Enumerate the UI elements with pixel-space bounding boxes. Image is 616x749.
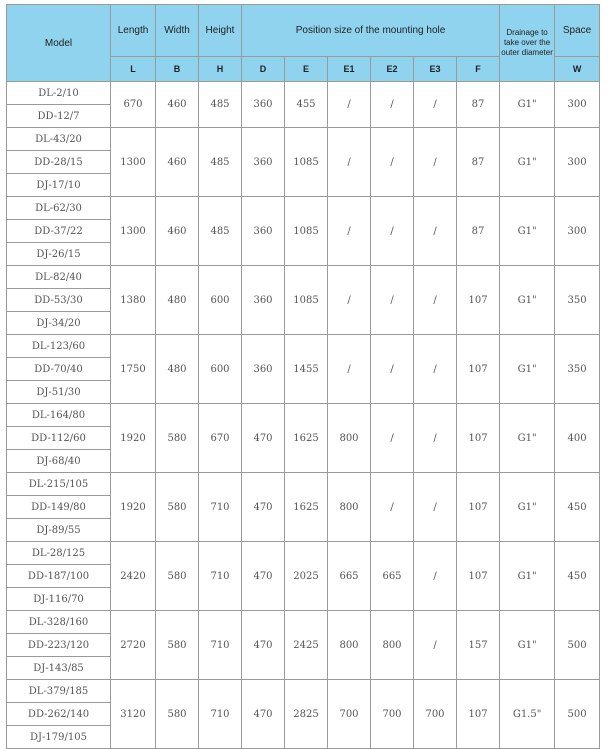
value-cell-e2: 665 (371, 542, 414, 611)
value-cell-h: 710 (199, 473, 242, 542)
value-cell-e1: 665 (328, 542, 371, 611)
value-cell-l: 1300 (111, 128, 156, 197)
value-cell-e3: / (414, 473, 457, 542)
value-cell-drain: G1" (500, 335, 555, 404)
value-cell-d: 360 (242, 335, 285, 404)
model-cell: DD-149/80 (7, 496, 111, 519)
table-row (7, 128, 600, 151)
model-cell: DD-112/60 (7, 427, 111, 450)
model-cell: DL-379/185 (7, 680, 111, 703)
value-cell-w: 300 (555, 82, 600, 128)
header-space: Space (555, 5, 600, 57)
value-cell-e2: / (371, 473, 414, 542)
value-cell-e1: 700 (328, 680, 371, 749)
table-row (7, 404, 600, 427)
value-cell-f: 87 (457, 128, 500, 197)
model-cell: DL-2/10 (7, 82, 111, 105)
model-cell: DL-82/40 (7, 266, 111, 289)
value-cell-e1: 800 (328, 473, 371, 542)
header-width: Width (156, 5, 199, 57)
value-cell-b: 580 (156, 611, 199, 680)
subheader-D: D (242, 57, 285, 82)
header-height: Height (199, 5, 242, 57)
model-cell: DD-187/100 (7, 565, 111, 588)
value-cell-b: 580 (156, 473, 199, 542)
model-cell: DD-28/15 (7, 151, 111, 174)
spec-table (6, 4, 600, 749)
value-cell-d: 470 (242, 473, 285, 542)
value-cell-w: 350 (555, 335, 600, 404)
value-cell-d: 360 (242, 197, 285, 266)
value-cell-e3: / (414, 542, 457, 611)
value-cell-b: 580 (156, 404, 199, 473)
value-cell-e: 1085 (285, 128, 328, 197)
value-cell-l: 1920 (111, 473, 156, 542)
subheader-E3: E3 (414, 57, 457, 82)
value-cell-b: 580 (156, 680, 199, 749)
value-cell-e: 2025 (285, 542, 328, 611)
value-cell-e2: 800 (371, 611, 414, 680)
value-cell-b: 460 (156, 128, 199, 197)
value-cell-f: 107 (457, 680, 500, 749)
model-cell: DD-12/7 (7, 105, 111, 128)
value-cell-d: 360 (242, 266, 285, 335)
value-cell-e1: 800 (328, 611, 371, 680)
value-cell-f: 157 (457, 611, 500, 680)
value-cell-d: 360 (242, 128, 285, 197)
value-cell-l: 670 (111, 82, 156, 128)
value-cell-e: 1085 (285, 197, 328, 266)
header-model: Model (7, 5, 111, 82)
model-cell: DJ-51/30 (7, 381, 111, 404)
value-cell-l: 1300 (111, 197, 156, 266)
value-cell-f: 87 (457, 197, 500, 266)
value-cell-h: 600 (199, 335, 242, 404)
value-cell-h: 670 (199, 404, 242, 473)
value-cell-e3: / (414, 128, 457, 197)
model-cell: DJ-116/70 (7, 588, 111, 611)
model-cell: DL-123/60 (7, 335, 111, 358)
value-cell-e: 1625 (285, 473, 328, 542)
model-cell: DL-62/30 (7, 197, 111, 220)
value-cell-f: 107 (457, 542, 500, 611)
value-cell-drain: G1" (500, 197, 555, 266)
value-cell-e2: / (371, 197, 414, 266)
spec-table-container (6, 4, 600, 749)
subheader-B: B (156, 57, 199, 82)
header-length: Length (111, 5, 156, 57)
value-cell-drain: G1" (500, 611, 555, 680)
spec-table-body (7, 82, 600, 749)
model-cell: DD-223/120 (7, 634, 111, 657)
value-cell-e3: / (414, 266, 457, 335)
value-cell-b: 460 (156, 82, 199, 128)
value-cell-e1: 800 (328, 404, 371, 473)
value-cell-h: 710 (199, 680, 242, 749)
value-cell-l: 2720 (111, 611, 156, 680)
value-cell-d: 470 (242, 404, 285, 473)
value-cell-d: 470 (242, 611, 285, 680)
value-cell-e3: 700 (414, 680, 457, 749)
value-cell-e1: / (328, 266, 371, 335)
value-cell-e: 2825 (285, 680, 328, 749)
value-cell-e3: / (414, 82, 457, 128)
value-cell-e1: / (328, 128, 371, 197)
subheader-F: F (457, 57, 500, 82)
value-cell-d: 360 (242, 82, 285, 128)
value-cell-b: 480 (156, 266, 199, 335)
value-cell-f: 107 (457, 404, 500, 473)
value-cell-d: 470 (242, 542, 285, 611)
value-cell-w: 300 (555, 197, 600, 266)
model-cell: DD-70/40 (7, 358, 111, 381)
header-position: Position size of the mounting hole (242, 5, 500, 57)
value-cell-l: 1920 (111, 404, 156, 473)
header-drainage: Drainage to take over the outer diameter (500, 5, 555, 82)
value-cell-f: 107 (457, 473, 500, 542)
table-row (7, 82, 600, 105)
value-cell-e: 1085 (285, 266, 328, 335)
value-cell-e2: 700 (371, 680, 414, 749)
model-cell: DL-28/125 (7, 542, 111, 565)
value-cell-drain: G1" (500, 266, 555, 335)
value-cell-e3: / (414, 404, 457, 473)
model-cell: DJ-68/40 (7, 450, 111, 473)
model-cell: DJ-26/15 (7, 243, 111, 266)
model-cell: DJ-143/85 (7, 657, 111, 680)
value-cell-l: 2420 (111, 542, 156, 611)
value-cell-h: 485 (199, 128, 242, 197)
table-row (7, 542, 600, 565)
value-cell-w: 500 (555, 680, 600, 749)
value-cell-w: 400 (555, 404, 600, 473)
value-cell-e2: / (371, 128, 414, 197)
value-cell-f: 107 (457, 266, 500, 335)
value-cell-f: 87 (457, 82, 500, 128)
value-cell-f: 107 (457, 335, 500, 404)
model-cell: DD-262/140 (7, 703, 111, 726)
model-cell: DJ-34/20 (7, 312, 111, 335)
subheader-L: L (111, 57, 156, 82)
model-cell: DD-53/30 (7, 289, 111, 312)
table-row (7, 680, 600, 703)
model-cell: DL-328/160 (7, 611, 111, 634)
value-cell-h: 710 (199, 542, 242, 611)
value-cell-l: 1380 (111, 266, 156, 335)
subheader-W: W (555, 57, 600, 82)
value-cell-e2: / (371, 404, 414, 473)
value-cell-drain: G1.5" (500, 680, 555, 749)
value-cell-e2: / (371, 335, 414, 404)
model-cell: DJ-89/55 (7, 519, 111, 542)
value-cell-d: 470 (242, 680, 285, 749)
table-row (7, 266, 600, 289)
value-cell-e3: / (414, 197, 457, 266)
model-cell: DL-43/20 (7, 128, 111, 151)
value-cell-e2: / (371, 82, 414, 128)
value-cell-e3: / (414, 335, 457, 404)
model-cell: DL-164/80 (7, 404, 111, 427)
value-cell-w: 500 (555, 611, 600, 680)
value-cell-l: 1750 (111, 335, 156, 404)
model-cell: DJ-17/10 (7, 174, 111, 197)
value-cell-h: 710 (199, 611, 242, 680)
subheader-E2: E2 (371, 57, 414, 82)
value-cell-h: 600 (199, 266, 242, 335)
value-cell-e3: / (414, 611, 457, 680)
value-cell-drain: G1" (500, 404, 555, 473)
value-cell-e: 1455 (285, 335, 328, 404)
model-cell: DD-37/22 (7, 220, 111, 243)
value-cell-b: 480 (156, 335, 199, 404)
subheader-E: E (285, 57, 328, 82)
value-cell-h: 485 (199, 197, 242, 266)
value-cell-e2: / (371, 266, 414, 335)
model-cell: DJ-179/105 (7, 726, 111, 749)
table-row (7, 197, 600, 220)
value-cell-h: 485 (199, 82, 242, 128)
table-row (7, 473, 600, 496)
value-cell-e1: / (328, 197, 371, 266)
value-cell-w: 350 (555, 266, 600, 335)
value-cell-drain: G1" (500, 128, 555, 197)
value-cell-w: 450 (555, 542, 600, 611)
table-row (7, 611, 600, 634)
value-cell-l: 3120 (111, 680, 156, 749)
value-cell-e: 1625 (285, 404, 328, 473)
value-cell-e1: / (328, 82, 371, 128)
value-cell-drain: G1" (500, 542, 555, 611)
value-cell-e: 455 (285, 82, 328, 128)
model-cell: DL-215/105 (7, 473, 111, 496)
value-cell-w: 450 (555, 473, 600, 542)
value-cell-e1: / (328, 335, 371, 404)
subheader-E1: E1 (328, 57, 371, 82)
table-row (7, 335, 600, 358)
value-cell-w: 300 (555, 128, 600, 197)
value-cell-e: 2425 (285, 611, 328, 680)
subheader-H: H (199, 57, 242, 82)
value-cell-b: 460 (156, 197, 199, 266)
value-cell-b: 580 (156, 542, 199, 611)
value-cell-drain: G1" (500, 82, 555, 128)
value-cell-drain: G1" (500, 473, 555, 542)
